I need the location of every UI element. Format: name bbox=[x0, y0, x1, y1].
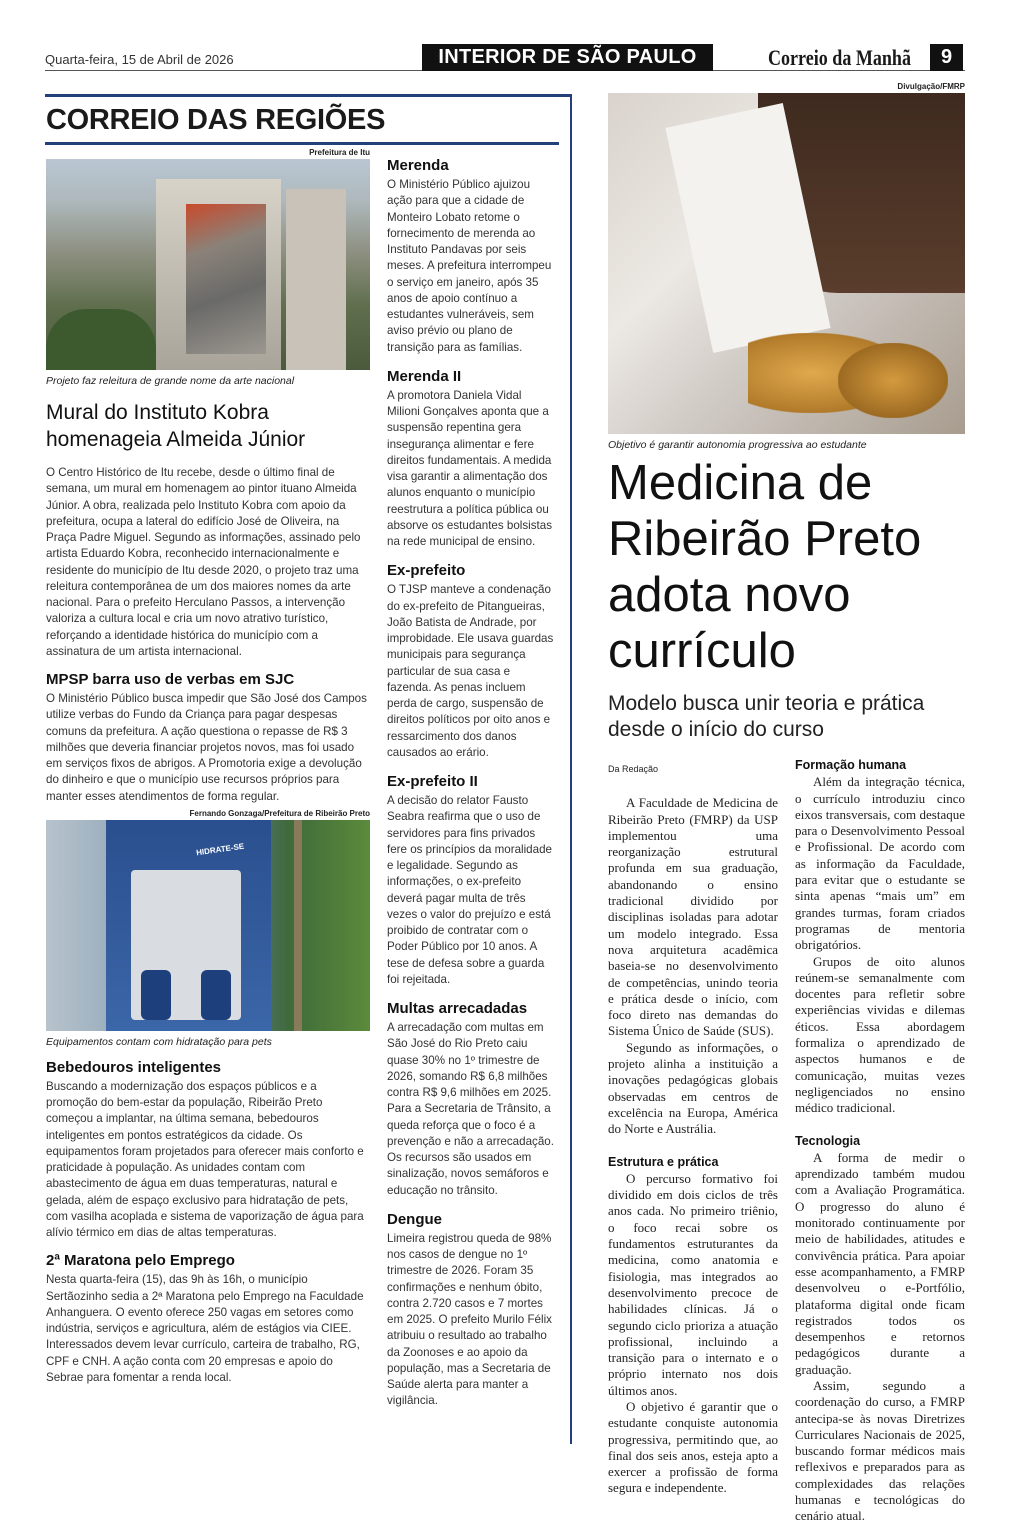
brief-body: A promotora Daniela Vidal Milioni Gonçalves aponta que a suspensão repentina gera insegurança alimentar e fere direitos fundamentais. A medida visa garantir a alimentação dos alunos enquanto o município reestrutura a política pública ou absorve os estudantes bolsistas na rede municipal de ensino. bbox=[387, 388, 552, 548]
section-title: CORREIO DAS REGIÕES bbox=[46, 104, 386, 136]
brief-title: Ex-prefeito bbox=[387, 562, 466, 580]
subhead: Tecnologia bbox=[795, 1133, 861, 1148]
byline: Da Redação bbox=[608, 764, 659, 774]
brief-ex-prefeito-ii bbox=[387, 772, 557, 988]
brief-title: Merenda II bbox=[387, 367, 462, 385]
article-maratona bbox=[46, 1251, 370, 1386]
regions-left-column bbox=[46, 148, 370, 1386]
paragraph: Segundo as informações, o projeto alinha a instituição a inovações pedagógicas globais observadas em centros de excelência na Europa, América do Norte e Austrália. bbox=[608, 1039, 778, 1137]
photo-credit: Divulgação/FMRP bbox=[897, 82, 965, 91]
water-fountain-photo bbox=[46, 820, 370, 1031]
brief-title: Ex-prefeito II bbox=[387, 773, 478, 790]
paragraph: A Faculdade de Medicina de Ribeirão Preto (FMRP) da USP implementou uma reorganização estrutural profunda em sua graduação, abandonando o ensino tradicional dividido por disciplinas isoladas para adotar um modelo integrado. Essa nova arquitetura acadêmica baseia-se no desenvolvimento de competências, unindo teoria e prática desde o início, com foco direto nas demandas do Sistema Único de Saúde (SUS). bbox=[608, 795, 778, 1039]
paragraph: O percurso formativo foi dividido em dois ciclos de três anos cada. No primeiro triênio, o foco recai sobre os fundamentos estruturantes da medicina, como anatomia e fisiologia, mas integrados ao desenvolvimento precoce de habilidades clínicas. Já o segundo ciclo prioriza a atuação profissional, incluindo a transição para o internato e o próprio internato nos dois últimos anos. bbox=[608, 1170, 778, 1398]
article-body: Buscando a modernização dos espaços públicos e a promoção do bem-estar da população, Ribeirão Preto começou a implantar, na última semana, bebedouros inteligentes em pontos estratégicos da cidade. Os equipamentos foram projetados para oferecer mais conforto e praticidade à população. As unidades contam com abastecimento de água em duas temperaturas, natural e gelada, além de espaço exclusivo para hidratação de pets, com vasilha acoplada e sistema de vaporização de água para alívio térmico em dias de altas temperaturas. bbox=[46, 1079, 364, 1239]
paragraph: A forma de medir o aprendizado também mudou com a Avaliação Programática. O progresso do aluno é monitorado continuamente por meio de habilidades, atitudes e convivência prática. Para apoiar esse acompanhamento, a FMRP desenvolveu o e-Portfólio, plataforma digital onde ficam registrados todos os desempenhos e retornos pedagógicos durante a graduação. bbox=[795, 1149, 965, 1377]
main-story bbox=[608, 82, 965, 1525]
brief-dengue bbox=[387, 1210, 557, 1410]
article-headline: Mural do Instituto Kobra homenageia Almeida Júnior bbox=[46, 401, 306, 451]
paragraph: Além da integração técnica, o currículo introduziu cinco eixos transversais, com destaque para o Desenvolvimento Pessoal e Profissional. De acordo com as informação da Faculdade, para evitar que o estudante se sinta apenas “mais um” em grandes turmas, foram criados programas de mentoria obrigatórios. bbox=[795, 774, 965, 953]
subhead: Formação humana bbox=[795, 758, 907, 772]
brief-title: Dengue bbox=[387, 1210, 443, 1228]
main-subtitle: Modelo busca unir teoria e prática desde o início do curso bbox=[608, 692, 925, 741]
paragraph: Grupos de oito alunos reúnem-se semanalmente com docentes para refletir sobre experiências vividas e dilemas éticos. Essa abordagem formaliza o aprendizado de aspectos humanos e de comunicação, muitas vezes negligenciados no ensino médico tradicional. bbox=[795, 953, 965, 1116]
newspaper-logo: Correio da Manhã bbox=[768, 45, 911, 70]
medical-student-photo bbox=[608, 93, 965, 434]
briefs-column bbox=[387, 156, 557, 1410]
article-body: O Ministério Público busca impedir que São José dos Campos utilize verbas do Fundo da Criança para pagar despesas comuns da prefeitura. A ação questiona o repasse de R$ 3 milhões que deveria financiar projetos novos, mas foi usado em serviços fixos de abrigos. A Promotoria exige a devolução do dinheiro e que o município use recursos próprios para manter esses atendimentos de forma regular. bbox=[46, 692, 367, 803]
article-body: Nesta quarta-feira (15), das 9h às 16h, o município Sertãozinho sedia a 2ª Maratona pelo Emprego na Faculdade Anhanguera. O evento oferece 250 vagas em setores como indústria, serviços e agricultura, além de estágios via CIEE. Interessados devem levar currículo, carteira de trabalho, RG, CPF e CNH. A ação conta com 20 empresas e apoio do Sebrae para fomentar a renda local. bbox=[46, 1273, 364, 1384]
issue-date: Quarta-feira, 15 de Abril de 2026 bbox=[45, 52, 234, 67]
main-body bbox=[608, 757, 965, 1525]
brief-body: A arrecadação com multas em São José do Rio Preto caiu quase 30% no 1º trimestre de 2026, somando R$ 6,8 milhões contra R$ 9,6 milhões em 2025. Para a Secretaria de Trânsito, a queda reforça que o foco é a prevenção e não a arrecadação. Os recursos são usados em sinalização, novos semáforos e educação no trânsito. bbox=[387, 1021, 554, 1197]
article-bebedouros bbox=[46, 1058, 370, 1242]
article-headline: MPSP barra uso de verbas em SJC bbox=[46, 671, 295, 688]
mural-building-photo bbox=[46, 159, 370, 370]
brief-body: O Ministério Público ajuizou ação para que a cidade de Monteiro Lobato retome o fornecimento de merenda ao Instituto Pandavas por seis meses. A prefeitura interrompeu o serviço em janeiro, após 35 anos de apoio contínuo a estudantes vulneráveis, sem aviso prévio ou plano de transição para as famílias. bbox=[387, 178, 552, 354]
brief-body: Limeira registrou queda de 98% nos casos de dengue no 1º trimestre de 2026. Foram 35 confirmações e nenhum óbito, contra 2.720 casos e 7 mortes em 2025. O prefeito Murilo Félix atribuiu o resultado ao trabalho da Zoonoses e ao apoio da população, mas a Secretaria de Saúde alerta para manter a vigilância. bbox=[387, 1231, 552, 1408]
section-label: INTERIOR DE SÃO PAULO bbox=[422, 44, 713, 71]
brief-multas bbox=[387, 999, 557, 1199]
brief-merenda-ii bbox=[387, 367, 557, 551]
paragraph: Assim, segundo a coordenação do curso, a FMRP antecipa-se às novas Diretrizes Curriculares Nacionais de 2025, buscando formar médicos mais reflexivos e preparados para as complexidades das relações humanas e tecnológicas do cenário atual. bbox=[795, 1377, 965, 1524]
article-body: O Centro Histórico de Itu recebe, desde o último final de semana, um mural em homenagem ao pintor ituano Almeida Júnior. A obra, realizada pelo Instituto Kobra com apoio da prefeitura, ocupa a lateral do edifício José de Oliveira, na Praça Padre Miguel. Segundo as informações, assinado pelo artista Eduardo Kobra, reconhecido internacionalmente e residente do município de Itu desde 2020, o projeto traz uma releitura contemporânea de um dos maiores nomes da arte nacional. Para o prefeito Herculano Passos, a intervenção valoriza a cultura local e cria um novo atrativo turístico, reforçando a identidade histórica do município com a assinatura de um artista internacional. bbox=[46, 466, 361, 658]
brief-ex-prefeito bbox=[387, 561, 557, 761]
subhead: Estrutura e prática bbox=[608, 1154, 719, 1169]
brief-body: A decisão do relator Fausto Seabra reafirma que o uso de servidores para fins privados fere os princípios da moralidade e legalidade. Segundo as informações, o ex-prefeito deverá pagar multa de três vezes o valor do prejuízo e está proibido de contratar com o Poder Público por 10 anos. A tese de defesa sobre a guarda foi rejeitada. bbox=[387, 794, 552, 986]
brief-body: O TJSP manteve a condenação do ex-prefeito de Pitangueiras, João Batista de Andrade, por improbidade. Ele usava guardas municipais para segurança particular de sua casa e fazenda. As penas incluem perda de cargo, suspensão de direitos políticos por oito anos e ressarcimento dos danos causados ao erário. bbox=[387, 583, 554, 759]
brief-title: Merenda bbox=[387, 157, 449, 174]
brief-merenda bbox=[387, 156, 557, 356]
main-body-col1 bbox=[608, 757, 778, 1525]
photo-caption: Objetivo é garantir autonomia progressiva ao estudante bbox=[608, 439, 867, 451]
photo-credit: Fernando Gonzaga/Prefeitura de Ribeirão Preto bbox=[189, 808, 370, 818]
photo-caption: Projeto faz releitura de grande nome da arte nacional bbox=[46, 375, 295, 387]
page-number: 9 bbox=[930, 44, 963, 71]
brief-title: Multas arrecadadas bbox=[387, 1000, 528, 1017]
photo-credit: Prefeitura de Itu bbox=[309, 148, 370, 157]
article-mpsp bbox=[46, 670, 370, 805]
article-headline: Bebedouros inteligentes bbox=[46, 1058, 222, 1076]
section-title-rule bbox=[45, 142, 559, 145]
article-headline: 2ª Maratona pelo Emprego bbox=[46, 1252, 235, 1270]
main-headline: Medicina de Ribeirão Preto adota novo currículo bbox=[608, 456, 922, 678]
fountain-sign: HIDRATE-SE bbox=[195, 841, 245, 858]
main-body-col2 bbox=[795, 757, 965, 1525]
photo-caption: Equipamentos contam com hidratação para pets bbox=[46, 1035, 272, 1048]
paragraph: O objetivo é garantir que o estudante conquiste autonomia progressiva, permitindo que, ao final dos seis anos, esteja apto a exercer a profissão de forma segura e independente. bbox=[608, 1398, 778, 1496]
